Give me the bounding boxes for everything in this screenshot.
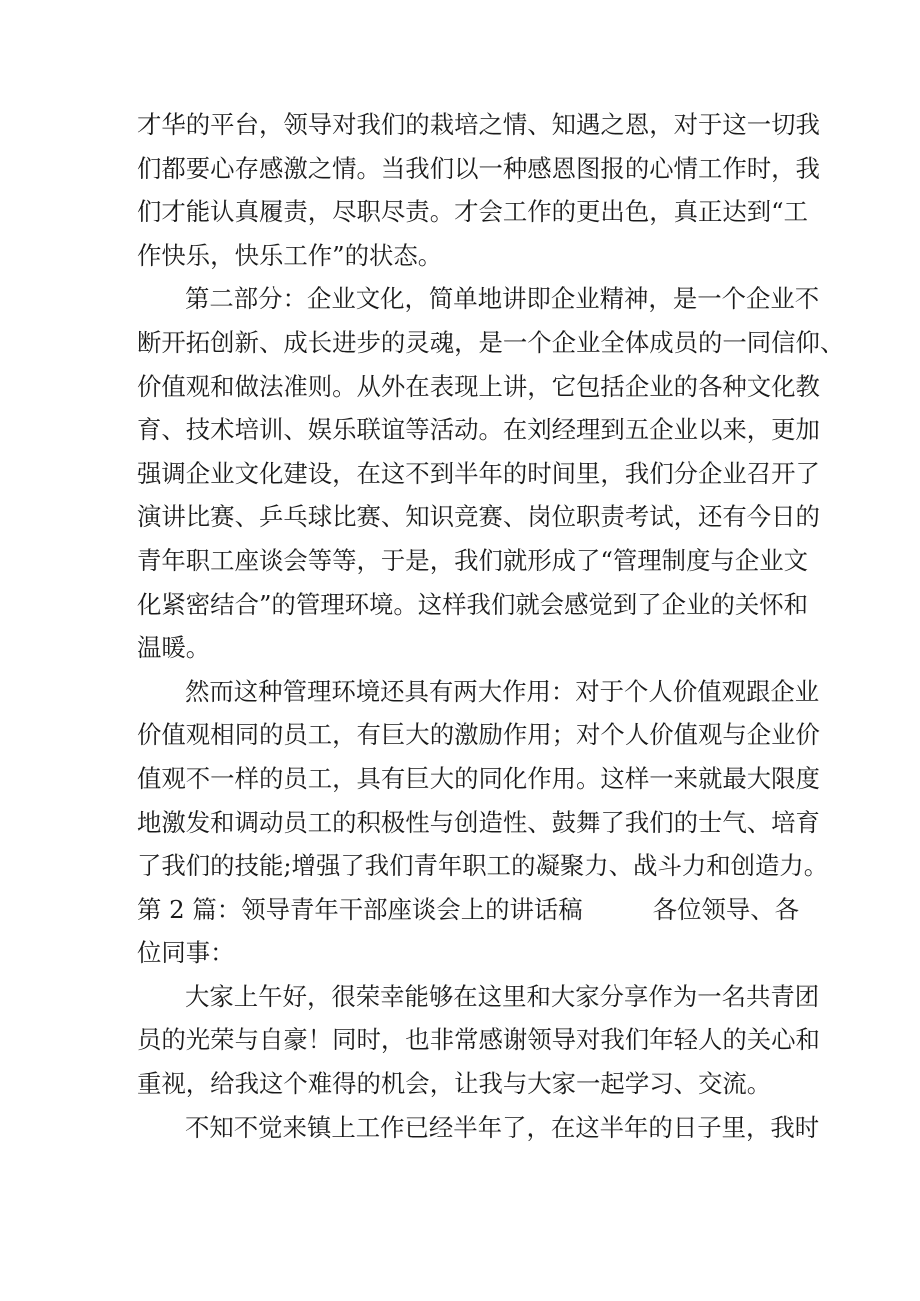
text-line: 才华的平台，领导对我们的栽培之情、知遇之恩，对于这一切我: [137, 110, 820, 139]
paragraph: [137, 1106, 820, 1150]
text-line: 然而这种管理环境还具有两大作用：对于个人价值观跟企业: [185, 676, 820, 706]
text-line: 们才能认真履责，尽职尽责。才会工作的更出色，真正达到“工: [137, 197, 809, 227]
text-line: 员的光荣与自豪！同时，也非常感谢领导对我们年轻人的关心和: [137, 1025, 820, 1055]
text-line: 青年职工座谈会等等，于是，我们就形成了“管理制度与企业文: [137, 545, 809, 575]
text-line: 作快乐，快乐工作”的状态。: [137, 240, 443, 270]
text-line: 价值观和做法准则。从外在表现上讲，它包括企业的各种文化教: [137, 371, 820, 401]
text-line: 第二部分：企业文化，简单地讲即企业精神，是一个企业不: [185, 284, 820, 314]
text-line: 演讲比赛、乒乓球比赛、知识竞赛、岗位职责考试，还有今日的: [137, 502, 820, 532]
text-line: 大家上午好，很荣幸能够在这里和大家分享作为一名共青团: [185, 981, 820, 1011]
section-title: 第 2 篇：领导青年干部座谈会上的讲话稿: [137, 894, 583, 924]
section-heading: [137, 888, 802, 975]
text-line: 育、技术培训、娱乐联谊等活动。在刘经理到五企业以来，更加: [137, 415, 820, 445]
text-line: 化紧密结合”的管理环境。这样我们就会感觉到了企业的关怀和: [137, 589, 809, 619]
text-line: 强调企业文化建设，在这不到半年的时间里，我们分企业召开了: [137, 458, 820, 488]
salutation-end: 位同事：: [137, 938, 235, 968]
paragraph: [137, 670, 829, 888]
text-line: 断开拓创新、成长进步的灵魂，是一个企业全体成员的一同信仰、: [137, 327, 845, 357]
text-line: 重视，给我这个难得的机会，让我与大家一起学习、交流。: [137, 1069, 772, 1099]
text-line: 们都要心存感激之情。当我们以一种感恩图报的心情工作时，我: [137, 153, 820, 183]
text-line: 价值观相同的员工，有巨大的激励作用；对个人价值观与企业价: [137, 720, 820, 750]
heading-line: [137, 888, 802, 932]
text-line: 了我们的技能;增强了我们青年职工的凝聚力、战斗力和创造力。: [137, 851, 829, 881]
text-line: 温暖。: [137, 633, 211, 663]
document-body: [137, 103, 845, 1149]
paragraph: [137, 103, 820, 277]
paragraph: [137, 975, 820, 1106]
text-line: 值观不一样的员工，具有巨大的同化作用。这样一来就最大限度: [137, 763, 820, 793]
text-line: 不知不觉来镇上工作已经半年了，在这半年的日子里，我时: [185, 1112, 820, 1142]
salutation-start: 各位领导、各: [652, 894, 800, 924]
text-line: 地激发和调动员工的积极性与创造性、鼓舞了我们的士气、培育: [137, 807, 820, 837]
paragraph: [137, 277, 845, 669]
